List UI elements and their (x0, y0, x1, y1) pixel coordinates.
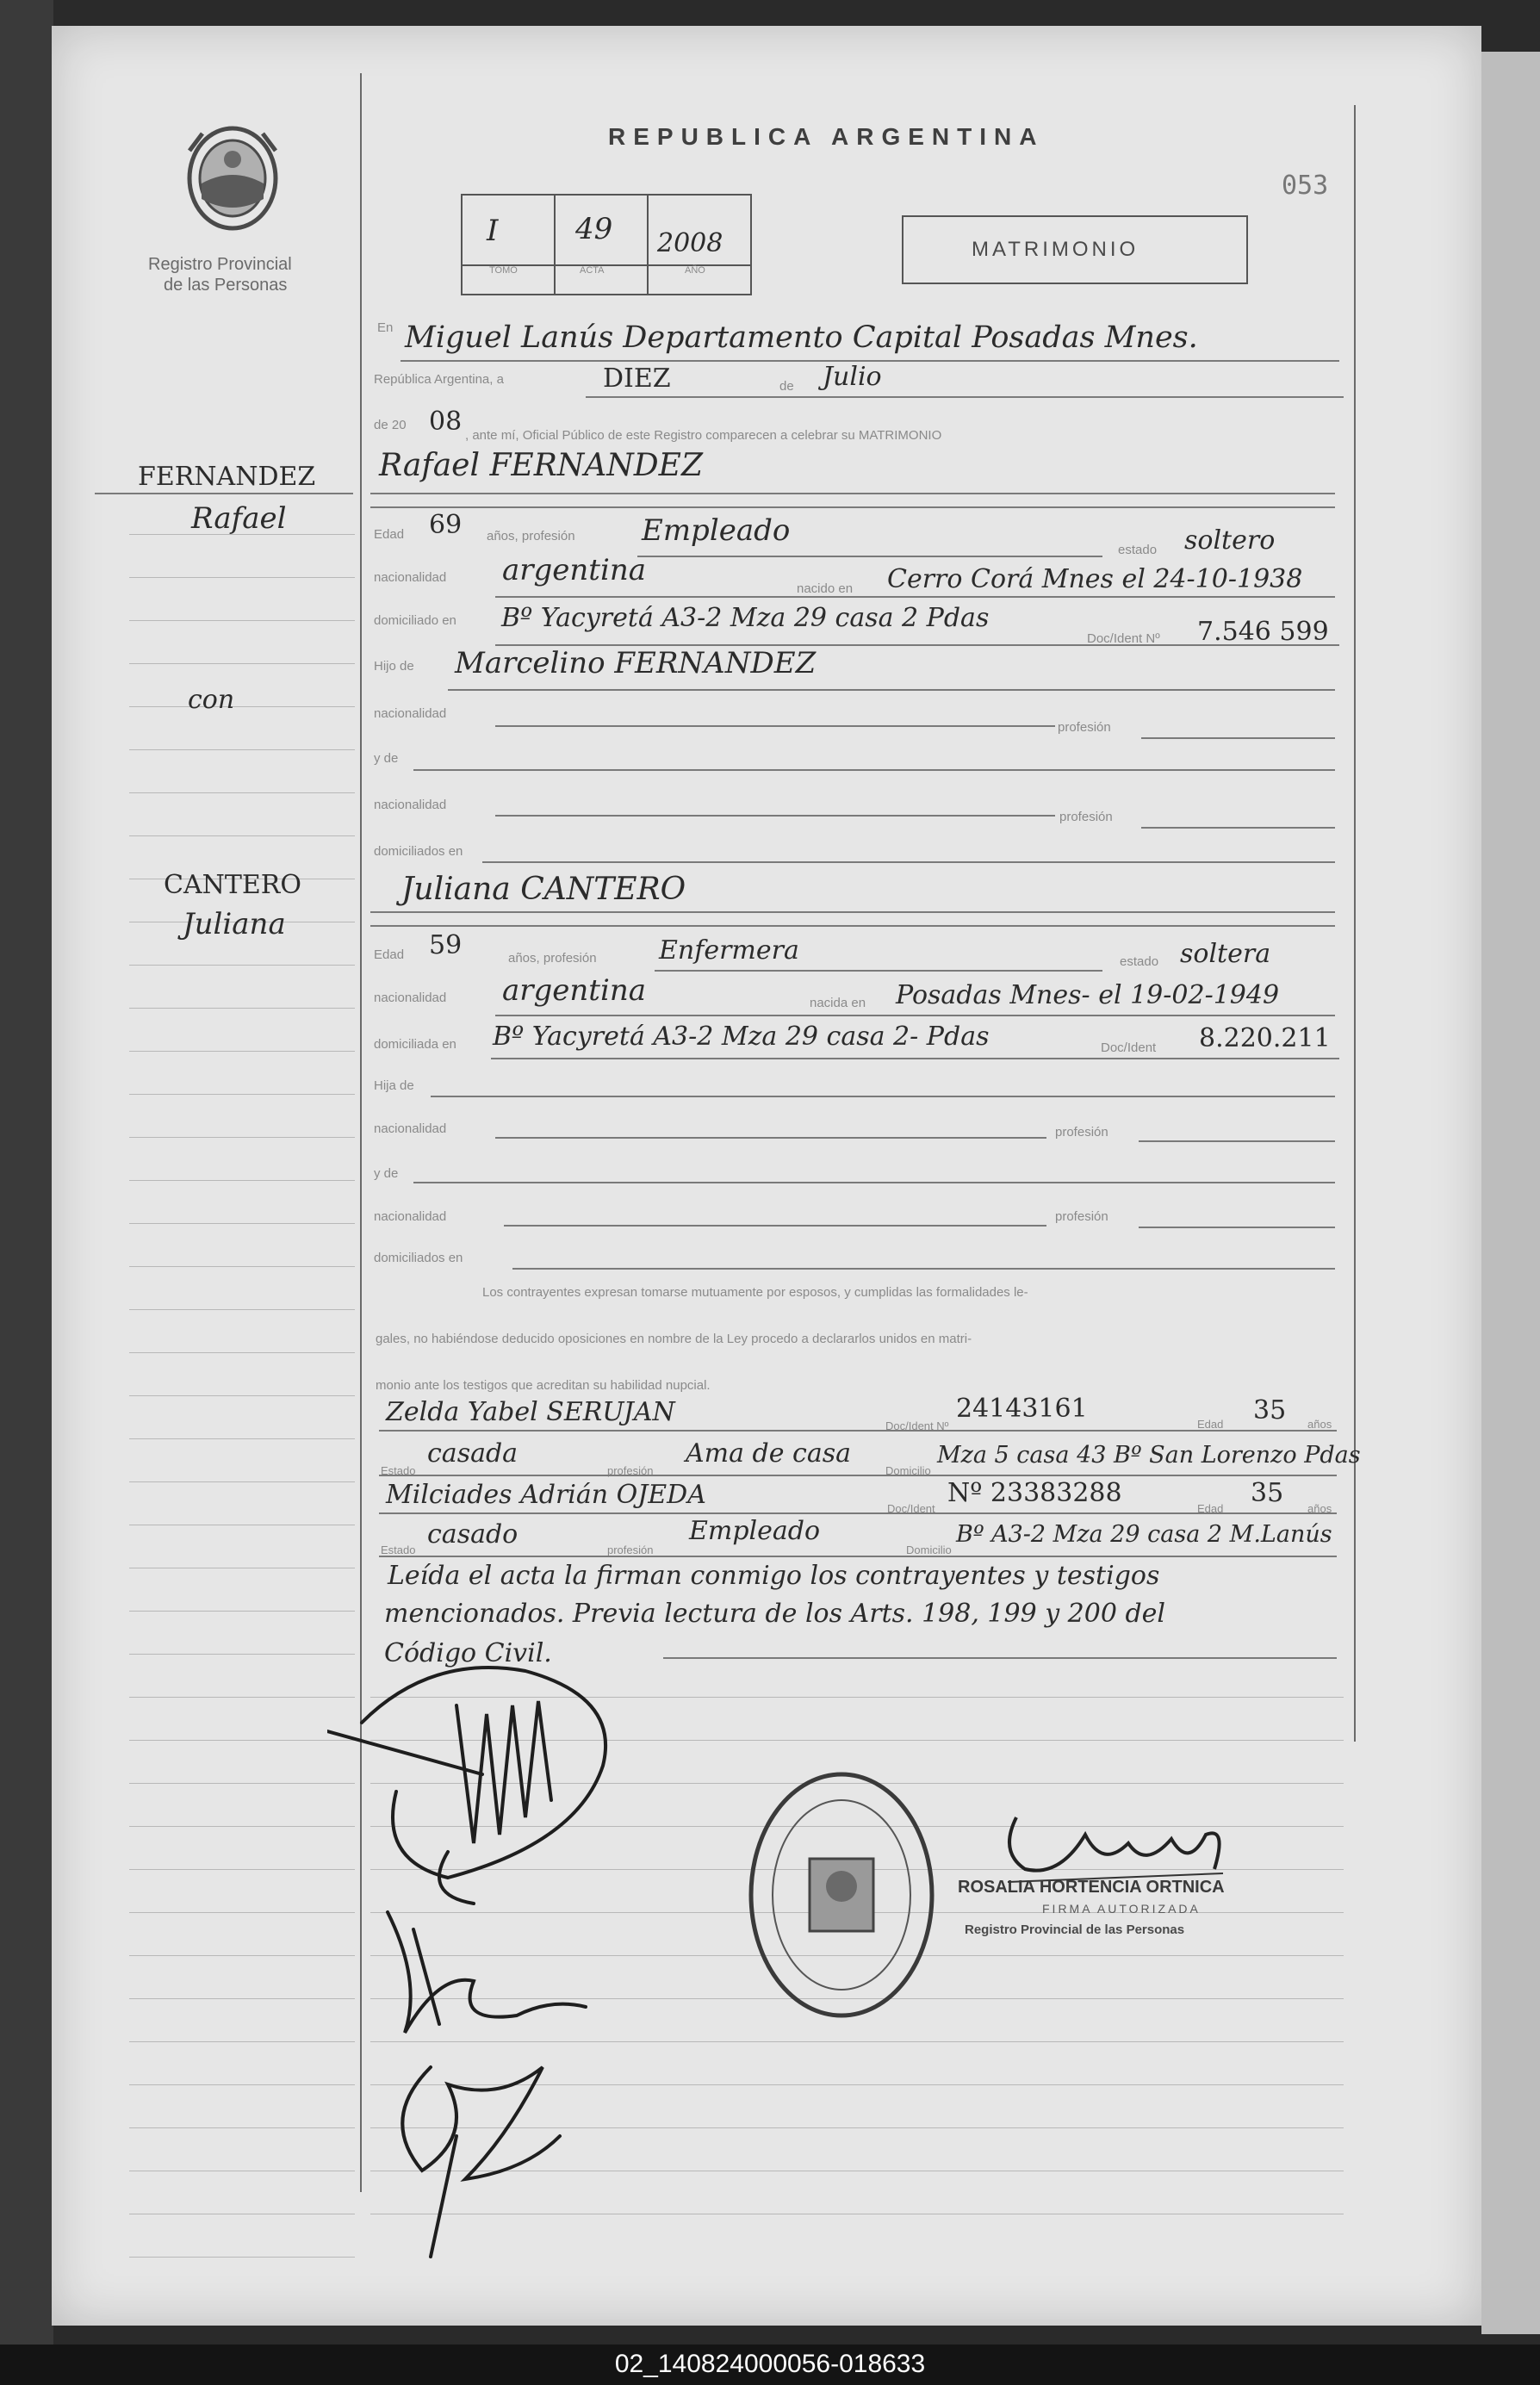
official-org: Registro Provincial de las Personas (965, 1922, 1185, 1937)
margin-rule (129, 2127, 355, 2128)
margin-bride-surname: CANTERO (164, 870, 301, 900)
acta-caption: ACTA (580, 265, 605, 276)
margin-rule (129, 792, 355, 793)
witness2-name: Milciades Adrián OJEDA (386, 1480, 706, 1510)
margin-rule (129, 965, 355, 966)
witness2-profession: Empleado (689, 1516, 821, 1546)
groom-document: 7.546 599 (1197, 617, 1329, 647)
place-value: Miguel Lanús Departamento Capital Posadas Mnes. (405, 320, 1198, 355)
margin-rule (129, 2084, 355, 2085)
declaration-line2: gales, no habiéndose deducido oposiciones en nombre de la Ley procedo a declararlos unidos en matri- (376, 1332, 972, 1346)
bride-dom-label: domiciliada en (374, 1037, 456, 1052)
groom-prof2-label: profesión (1058, 720, 1111, 735)
tomo-caption: TOMO (489, 265, 518, 276)
bride-age: 59 (429, 930, 463, 960)
witness1-dom-label: Domicilio (885, 1464, 931, 1477)
groom-birth: Cerro Corá Mnes el 24-10-1938 (887, 564, 1303, 594)
groom-edad-label: Edad (374, 527, 405, 542)
bride-estado-label: estado (1120, 954, 1159, 969)
registry-seal (742, 1766, 941, 2024)
bride-yde-label: y de (374, 1166, 399, 1181)
image-id-label: 02_140824000056-018633 (614, 2350, 926, 2378)
groom-nacido-label: nacido en (797, 581, 854, 596)
acta-value: 49 (575, 212, 613, 246)
official-name: ROSALIA HORTENCIA ORTNICA (958, 1878, 1225, 1897)
groom-nac2-label: nacionalidad (374, 706, 447, 721)
margin-rule (129, 749, 355, 750)
witness1-address: Mza 5 casa 43 Bº San Lorenzo Pdas (937, 1442, 1361, 1469)
groom-dom-label: domiciliado en (374, 613, 456, 628)
bride-birth: Posadas Mnes- el 19-02-1949 (896, 980, 1280, 1010)
groom-hijo-label: Hijo de (374, 659, 414, 674)
groom-yde-label: y de (374, 751, 399, 766)
bride-nac-label: nacionalidad (374, 991, 447, 1005)
groom-anos-label: años, profesión (487, 529, 575, 543)
province-coat-of-arms (172, 116, 293, 237)
witness1-estado-label: Estado (381, 1464, 416, 1477)
day-value: DIEZ (603, 363, 671, 394)
witness1-estado: casada (427, 1438, 519, 1469)
witness1-anos-label: años (1307, 1418, 1332, 1431)
registry-name-line1: Registro Provincial (148, 255, 292, 274)
groom-estado-label: estado (1118, 543, 1158, 557)
witness2-estado-label: Estado (381, 1543, 416, 1556)
groom-full-name: Rafael FERNANDEZ (379, 448, 703, 483)
bride-full-name: Juliana CANTERO (401, 872, 686, 907)
page-stack-edge (1481, 52, 1540, 2334)
witness1-age: 35 (1253, 1395, 1287, 1425)
page-number: 053 (1282, 171, 1329, 201)
witness2-age: 35 (1251, 1478, 1284, 1508)
closing-line3: Código Civil. (384, 1638, 552, 1668)
witness2-doc-label: Doc/Ident (887, 1502, 935, 1515)
witness2-edad-label: Edad (1197, 1502, 1224, 1515)
groom-father: Marcelino FERNANDEZ (455, 646, 817, 680)
groom-address: Bº Yacyretá A3-2 Mza 29 casa 2 Pdas (501, 603, 990, 633)
margin-rule (129, 2257, 355, 2258)
closing-line2: mencionados. Previa lectura de los Arts. 198, 199 y 200 del (384, 1599, 1166, 1629)
groom-doc-label: Doc/Ident Nº (1087, 631, 1160, 646)
year-suffix-value: 08 (429, 407, 463, 437)
bride-prof2-label: profesión (1055, 1125, 1108, 1140)
margin-rule (129, 1137, 355, 1138)
groom-nac-label: nacionalidad (374, 570, 447, 585)
signature-scribbles (327, 1619, 689, 2274)
bride-dom2-label: domiciliados en (374, 1251, 463, 1265)
bride-estado: soltera (1180, 939, 1271, 969)
margin-rule (129, 1180, 355, 1181)
bride-edad-label: Edad (374, 947, 405, 962)
month-value: Julio (823, 362, 882, 392)
groom-nationality: argentina (502, 553, 647, 587)
country-title: REPUBLICA ARGENTINA (608, 123, 1045, 150)
margin-bride-name: Juliana (183, 907, 286, 941)
margin-rule (129, 1051, 355, 1052)
margin-rule (129, 577, 355, 578)
closing-line1: Leída el acta la firman conmigo los contrayentes y testigos (388, 1561, 1160, 1591)
bride-address: Bº Yacyretá A3-2 Mza 29 casa 2- Pdas (493, 1022, 990, 1052)
groom-estado: soltero (1184, 525, 1276, 556)
witness2-address: Bº A3-2 Mza 29 casa 2 M.Lanús (956, 1521, 1332, 1548)
witness2-anos-label: años (1307, 1502, 1332, 1515)
book-binding-edge (0, 0, 53, 2385)
de2-label: de 20 (374, 418, 407, 432)
tomo-value: I (487, 214, 499, 248)
witness1-prof-label: profesión (607, 1464, 654, 1477)
margin-rule (129, 663, 355, 664)
margin-rule (129, 835, 355, 836)
margin-rule (129, 1654, 355, 1655)
margin-rule (129, 1352, 355, 1353)
margin-rule (129, 1309, 355, 1310)
witness2-estado: casado (427, 1519, 519, 1550)
witness2-dom-label: Domicilio (906, 1543, 952, 1556)
margin-rule (129, 1869, 355, 1870)
groom-dom2-label: domiciliados en (374, 844, 463, 859)
witness2-prof-label: profesión (607, 1543, 654, 1556)
bride-nationality: argentina (502, 973, 647, 1008)
groom-profession: Empleado (642, 513, 791, 548)
oficial-text: , ante mí, Oficial Público de este Registro comparecen a celebrar su MATRIMONIO (465, 428, 942, 443)
groom-prof3-label: profesión (1059, 810, 1113, 824)
margin-rule (129, 1697, 355, 1698)
bride-doc-label: Doc/Ident (1101, 1040, 1157, 1055)
groom-nac3-label: nacionalidad (374, 798, 447, 812)
margin-rule (129, 1223, 355, 1224)
margin-rule (129, 1266, 355, 1267)
witness1-name: Zelda Yabel SERUJAN (386, 1397, 675, 1427)
registry-name-line2: de las Personas (164, 276, 288, 295)
bride-nac3-label: nacionalidad (374, 1209, 447, 1224)
declaration-line3: monio ante los testigos que acreditan su habilidad nupcial. (376, 1378, 711, 1393)
margin-rule (129, 1094, 355, 1095)
en-label: En (377, 320, 394, 335)
witness2-document: Nº 23383288 (947, 1478, 1122, 1508)
margin-rule (129, 1395, 355, 1396)
bride-hija-label: Hija de (374, 1078, 414, 1093)
witness1-edad-label: Edad (1197, 1418, 1224, 1431)
ano-value: 2008 (657, 228, 723, 258)
margin-rule (129, 1955, 355, 1956)
margin-rule (129, 1998, 355, 1999)
margin-rule (129, 706, 355, 707)
groom-age: 69 (429, 510, 463, 540)
margin-connector: con (188, 685, 235, 715)
bride-nac2-label: nacionalidad (374, 1121, 447, 1136)
margin-rule (129, 1912, 355, 1913)
margin-rule (129, 620, 355, 621)
margin-rule (129, 1783, 355, 1784)
margin-rule (129, 1008, 355, 1009)
margin-groom-surname: FERNANDEZ (138, 462, 316, 492)
witness1-profession: Ama de casa (686, 1438, 851, 1469)
margin-rule (129, 2041, 355, 2042)
bride-anos-label: años, profesión (508, 951, 597, 966)
bride-profession: Enfermera (659, 935, 799, 966)
margin-groom-name: Rafael (191, 501, 287, 536)
witness1-document: 24143161 (956, 1394, 1088, 1424)
bride-prof3-label: profesión (1055, 1209, 1108, 1224)
margin-rule (129, 1611, 355, 1612)
de-label: de (779, 379, 794, 394)
margin-rule (129, 1740, 355, 1741)
ano-caption: AÑO (685, 265, 705, 276)
bride-nacida-label: nacida en (810, 996, 866, 1010)
margin-rule (129, 1481, 355, 1482)
official-role: FIRMA AUTORIZADA (1042, 1902, 1201, 1916)
right-frame-line (1354, 105, 1356, 1742)
margin-rule (129, 1438, 355, 1439)
witness1-doc-label: Doc/Ident Nº (885, 1419, 949, 1432)
margin-rule (129, 1826, 355, 1827)
bride-document: 8.220.211 (1199, 1023, 1331, 1053)
declaration-line1: Los contrayentes expresan tomarse mutuamente por esposos, y cumplidas las formalidades le- (482, 1285, 1028, 1300)
act-type: MATRIMONIO (972, 238, 1139, 261)
republica-label: República Argentina, a (374, 372, 504, 387)
